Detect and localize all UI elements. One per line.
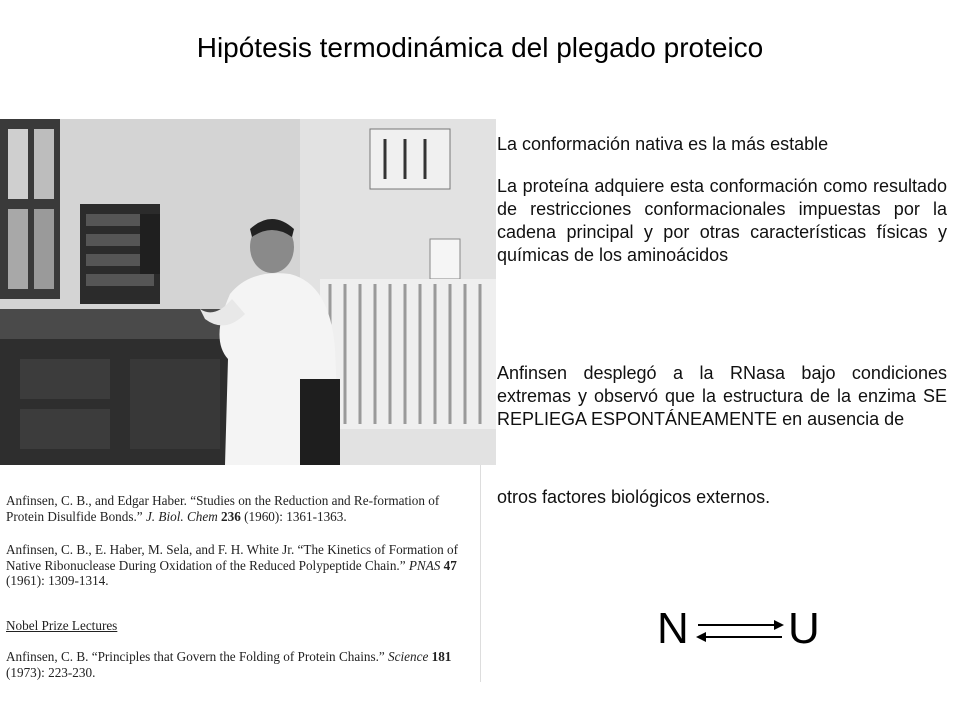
paragraph-anfinsen: Anfinsen desplegó a la RNasa bajo condiciones extremas y observó que la estructura de la enzima SE REPLIEGA ESPONTÁNEAMENTE en ausencia de — [497, 363, 947, 429]
paragraph-conformation: La proteína adquiere esta conformación como resultado de restricciones conformacionales impuestas por la cadena principal y por otras características físicas y químicas de los aminoácidos — [497, 176, 947, 265]
reference-1: Anfinsen, C. B., and Edgar Haber. “Studies on the Reduction and Re-formation of Protein Disulfide Bonds.” J. Biol. Chem 236 (1960): 1361-1363. — [6, 493, 440, 524]
references-box — [0, 465, 481, 682]
equation-native-state: N — [657, 604, 689, 653]
lab-photo — [0, 119, 496, 465]
equation-unfolded-state: U — [788, 604, 820, 653]
reference-3: Anfinsen, C. B. “Principles that Govern the Folding of Protein Chains.” Science 181 (1973): 223-230. — [6, 649, 452, 680]
reference-2: Anfinsen, C. B., E. Haber, M. Sela, and F. H. White Jr. “The Kinetics of Formation of Native Ribonuclease During Oxidation of the Reduced Polypeptide Chain.” PNAS 47 (1961): 1309-1314. — [6, 542, 458, 588]
slide-title: Hipótesis termodinámica del plegado proteico — [196, 32, 764, 63]
nobel-lectures-heading: Nobel Prize Lectures — [6, 618, 118, 633]
equilibrium-arrows-icon — [694, 614, 786, 648]
paragraph-native-stable: La conformación nativa es la más estable — [497, 134, 829, 154]
lab-photo-icon — [0, 119, 496, 465]
paragraph-anfinsen-continued: otros factores biológicos externos. — [497, 487, 771, 507]
